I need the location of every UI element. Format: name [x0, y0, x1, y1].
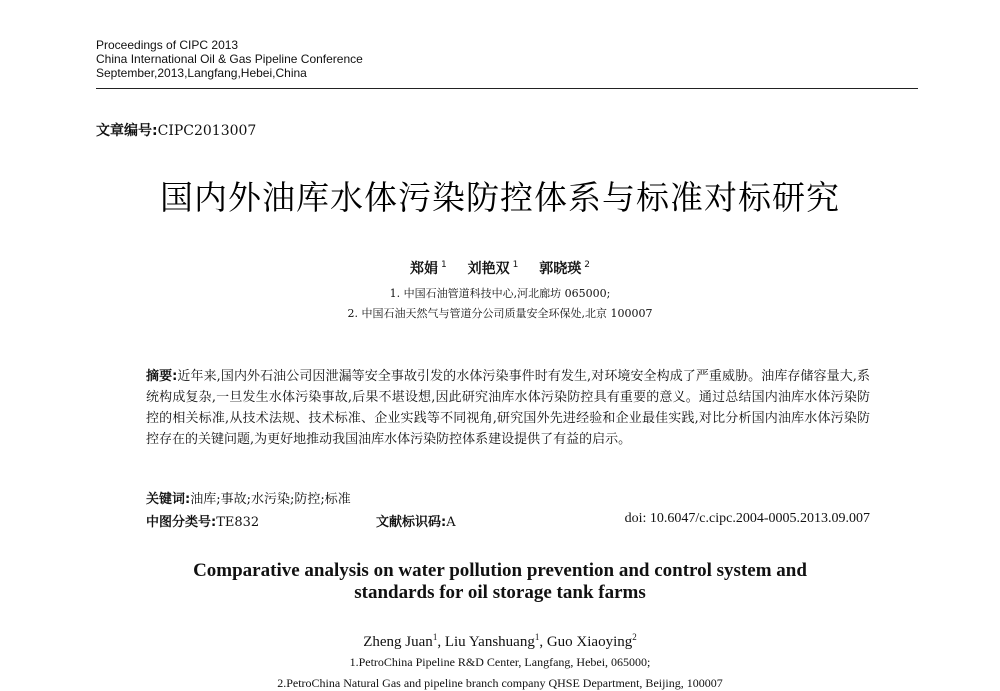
author-en-sup: 2: [632, 632, 637, 642]
clc-number: [146, 511, 259, 530]
classification-line: [146, 511, 870, 531]
article-number: [96, 120, 256, 140]
clc-value: TE832: [216, 515, 260, 530]
affiliation-en-2: 2.PetroChina Natural Gas and pipeline branch company QHSE Department, Beijing, 100007: [277, 676, 723, 690]
keywords-chinese: [146, 488, 351, 507]
abstract-chinese: [146, 366, 870, 450]
header-line-conference: China International Oil & Gas Pipeline Conference: [96, 52, 363, 66]
title-en-line-1: Comparative analysis on water pollution prevention and control system and: [193, 560, 807, 581]
abstract-label: 摘要:: [146, 369, 178, 384]
author-en-sup: 1: [534, 632, 540, 642]
author-en-name: Zheng Juan: [363, 634, 433, 650]
author-en-separator: ,: [437, 634, 445, 650]
paper-title-chinese: 国内外油库水体污染防控体系与标准对标研究: [160, 178, 840, 217]
author-cn-name: 郑娟: [410, 261, 439, 277]
document-code-value: A: [446, 515, 456, 530]
header-line-proceedings: Proceedings of CIPC 2013: [96, 38, 239, 52]
proceedings-header: [96, 38, 363, 80]
keywords-label: 关键词:: [146, 492, 191, 507]
affiliation-cn-2: 2. 中国石油天然气与管道分公司质量安全环保处,北京 100007: [347, 307, 653, 320]
author-en-sup: 1: [432, 632, 438, 642]
keywords-text: 油库;事故;水污染;防控;标准: [190, 492, 351, 507]
author-cn: [410, 261, 447, 277]
title-en-line-2: standards for oil storage tank farms: [354, 582, 646, 603]
document-code-label: 文献标识码:: [376, 515, 447, 530]
author-cn-name: 郭晓瑛: [539, 261, 582, 277]
author-cn-name: 刘艳双: [467, 261, 510, 277]
affiliation-cn-1: 1. 中国石油管道科技中心,河北廊坊 065000;: [389, 287, 611, 300]
abstract-text: 近年来,国内外石油公司因泄漏等安全事故引发的水体污染事件时有发生,对环境安全构成了严重威胁。油库存储容量大,系统构成复杂,一旦发生水体污染事故,后果不堪设想,因此研究油库水体污染防控具有重要的意义。通过总结国内油库水体污染防控的相关标准,从技术法规、技术标准、企业实践等不同视角,研究国外先进经验和企业最佳实践,对比分析国内油库水体污染防控存在的关键问题,为更好地推动我国油库水体污染防控体系建设提供了有益的启示。: [146, 369, 870, 447]
clc-label: 中图分类号:: [146, 515, 217, 530]
header-divider: [96, 88, 918, 89]
author-cn-sup: 1: [441, 260, 447, 271]
affiliation-en-1: 1.PetroChina Pipeline R&D Center, Langfang, Hebei, 065000;: [349, 655, 651, 669]
author-cn: [539, 261, 590, 277]
author-en-separator: ,: [539, 634, 547, 650]
doi: doi: 10.6047/c.cipc.2004-0005.2013.09.007: [624, 511, 870, 526]
author-en-name: Liu Yanshuang: [444, 634, 535, 650]
document-code: [376, 511, 456, 530]
author-en-name: Guo Xiaoying: [546, 634, 633, 650]
authors-chinese: [0, 258, 1000, 278]
author-cn: [468, 261, 519, 277]
article-number-value: CIPC2013007: [157, 123, 257, 139]
article-number-label: 文章编号:: [96, 123, 158, 139]
author-cn-sup: 1: [512, 260, 519, 271]
authors-english: [0, 632, 1000, 651]
header-line-date-location: September,2013,Langfang,Hebei,China: [96, 66, 307, 80]
author-cn-sup: 2: [584, 260, 590, 271]
paper-title-english: [0, 560, 1000, 604]
